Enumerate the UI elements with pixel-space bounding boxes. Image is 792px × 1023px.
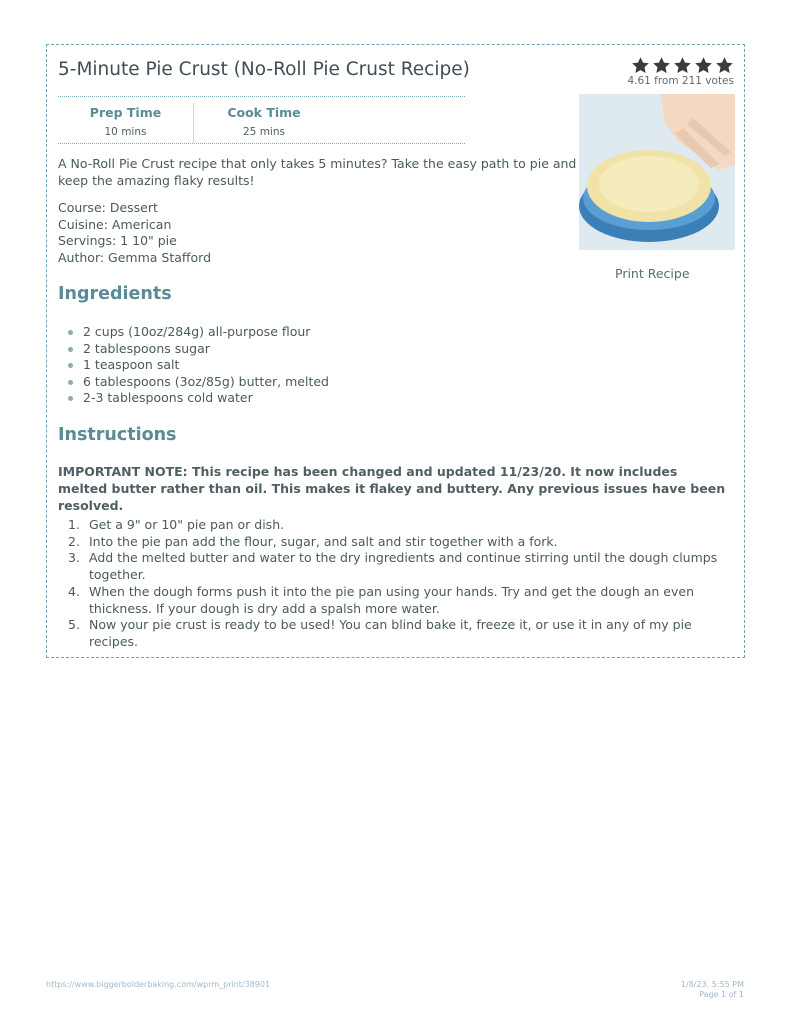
cook-time-label: Cook Time [227, 105, 301, 120]
instruction-step [47, 550, 737, 583]
step-text: Now your pie crust is ready to be used! You can blind bake it, freeze it, or use it in any of my pie recipes. [89, 617, 692, 649]
ingredient-item: 1 teaspoon salt [47, 357, 329, 374]
footer-meta [681, 980, 744, 1000]
prep-time-label: Prep Time [89, 105, 162, 120]
instructions-list [47, 517, 737, 651]
important-note: IMPORTANT NOTE: This recipe has been changed and updated 11/23/20. It now includes melted butter rather than oil. This makes it flakey and buttery. Any previous issues have been resolved. [58, 464, 726, 513]
rating-votes: 4.61 from 211 votes [627, 75, 734, 87]
recipe-author: Author: Gemma Stafford [58, 249, 212, 265]
instruction-step [47, 617, 737, 650]
prep-time [58, 103, 194, 143]
divider [58, 143, 465, 144]
cook-time [194, 103, 334, 143]
instruction-step [47, 584, 737, 617]
ingredient-item: 2 tablespoons sugar [47, 341, 329, 358]
recipe-cuisine: Cuisine: American [58, 216, 172, 232]
step-number: 4. [68, 583, 80, 599]
recipe-servings: Servings: 1 10" pie [58, 233, 177, 248]
recipe-course: Course: Dessert [58, 200, 158, 215]
step-text: Into the pie pan add the flour, sugar, and salt and stir together with a fork. [89, 533, 558, 549]
instruction-step [47, 517, 737, 534]
step-number: 2. [68, 533, 80, 549]
recipe-times [58, 103, 465, 143]
step-number: 3. [68, 550, 80, 566]
instruction-step [47, 534, 737, 551]
recipe-title: 5-Minute Pie Crust (No-Roll Pie Crust Recipe) [58, 59, 470, 80]
step-number: 5. [68, 617, 80, 633]
ingredient-item: 2-3 tablespoons cold water [47, 390, 329, 407]
recipe-meta [58, 200, 211, 266]
ingredients-heading: Ingredients [58, 284, 172, 304]
rating-stars[interactable] [627, 56, 734, 75]
recipe-card [46, 44, 745, 658]
footer-page-number: Page 1 of 1 [699, 990, 744, 999]
instructions-heading: Instructions [58, 425, 177, 445]
recipe-rating[interactable] [627, 56, 734, 87]
recipe-summary: A No-Roll Pie Crust recipe that only takes 5 minutes? Take the easy path to pie and keep the amazing flaky results! [58, 156, 577, 188]
step-text: Add the melted butter and water to the dry ingredients and continue stirring until the dough clumps together. [89, 550, 718, 583]
step-number: 1. [68, 517, 80, 532]
footer-url[interactable]: https://www.biggerbolderbaking.com/wprm_print/38901 [46, 980, 271, 989]
step-text: When the dough forms push it into the pie pan using your hands. Try and get the dough an even thickness. If your dough is dry add a spalsh more water. [89, 583, 694, 616]
ingredients-list [47, 324, 329, 407]
divider [58, 96, 465, 97]
ingredient-item: 6 tablespoons (3oz/85g) butter, melted [47, 374, 329, 391]
star-icon[interactable] [631, 56, 650, 75]
cook-time-value: 25 mins [243, 126, 285, 138]
prep-time-value: 10 mins [104, 126, 147, 138]
star-icon[interactable] [715, 56, 734, 75]
step-text: Get a 9" or 10" pie pan or dish. [89, 517, 285, 532]
pie-crust-photo [579, 94, 735, 250]
print-recipe-link[interactable]: Print Recipe [615, 266, 690, 281]
star-icon[interactable] [673, 56, 692, 75]
star-icon[interactable] [652, 56, 671, 75]
star-icon[interactable] [694, 56, 713, 75]
ingredient-item: 2 cups (10oz/284g) all-purpose flour [47, 324, 329, 341]
footer-datetime: 1/8/23, 5:55 PM [680, 980, 744, 989]
